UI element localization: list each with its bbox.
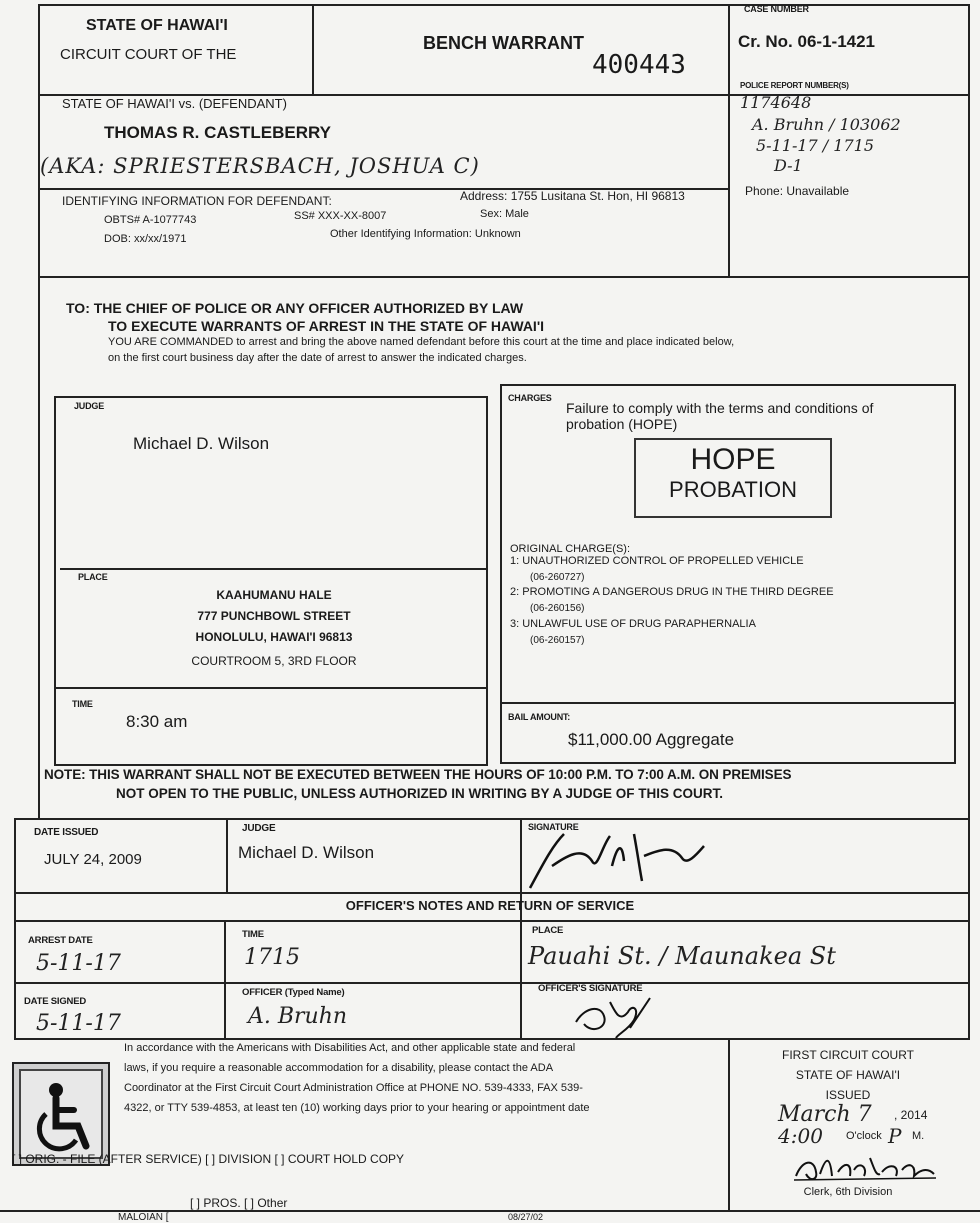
charge-3: 3: UNLAWFUL USE OF DRUG PARAPHERNALIA xyxy=(510,618,756,630)
original-charges-label: ORIGINAL CHARGE(S): xyxy=(510,543,630,555)
to-line-2: TO EXECUTE WARRANTS OF ARREST IN THE STATE OF HAWAI'I xyxy=(108,318,545,334)
case-number: Cr. No. 06-1-1421 xyxy=(738,32,876,51)
wheelchair-icon xyxy=(14,1064,108,1164)
sex: Sex: Male xyxy=(480,208,529,220)
defendant-name: THOMAS R. CASTLEBERRY xyxy=(104,123,331,142)
ssn: SS# XXX-XX-8007 xyxy=(294,210,387,222)
charges-text-2: probation (HOPE) xyxy=(566,416,678,432)
issue-issued: ISSUED xyxy=(825,1088,871,1102)
time-label: TIME xyxy=(72,699,93,709)
accessibility-icon xyxy=(12,1062,110,1166)
divider xyxy=(54,687,488,689)
issue-m: M. xyxy=(912,1130,925,1142)
divider xyxy=(500,702,956,704)
divider xyxy=(226,818,228,892)
doc-title: BENCH WARRANT xyxy=(423,33,584,53)
place-line-1: KAAHUMANU HALE xyxy=(216,588,332,602)
issued-judge: Michael D. Wilson xyxy=(238,843,375,862)
charge-2-number: (06-260156) xyxy=(530,603,585,614)
issue-time-hw: 4:00 xyxy=(778,1124,823,1148)
divider xyxy=(312,4,314,96)
footer-form: 08/27/02 xyxy=(508,1212,544,1222)
command-body-2: on the first court business day after the date of arrest to answer the indicated charges. xyxy=(108,352,527,364)
signature-label: SIGNATURE xyxy=(528,822,579,832)
arrest-time: 1715 xyxy=(244,945,300,970)
divider xyxy=(38,278,40,818)
date-signed: 5-11-17 xyxy=(36,1011,121,1036)
address: Address: 1755 Lusitana St. Hon, HI 96813 xyxy=(460,189,685,203)
hope-probation-stamp xyxy=(634,438,832,518)
police-report-hw: 1174648 xyxy=(740,93,812,112)
date-issued: JULY 24, 2009 xyxy=(44,851,142,868)
issue-pm-hw: P xyxy=(888,1124,902,1148)
bail-label: BAIL AMOUNT: xyxy=(508,712,571,722)
place-line-3: HONOLULU, HAWAI'I 96813 xyxy=(195,630,353,644)
judge-signature xyxy=(522,826,722,892)
judge-name: Michael D. Wilson xyxy=(133,434,270,453)
case-number-label: CASE NUMBER xyxy=(744,4,809,14)
divider xyxy=(14,920,970,922)
charges-text-1: Failure to comply with the terms and conditions of xyxy=(566,400,874,416)
place-label: PLACE xyxy=(78,572,108,582)
court-info-box xyxy=(54,396,488,766)
caption: STATE OF HAWAI'I vs. (DEFENDANT) xyxy=(62,96,287,111)
police-report-hw: A. Bruhn / 103062 xyxy=(752,115,901,134)
arrest-place: Pauahi St. / Maunakea St xyxy=(528,942,836,970)
state-line: STATE OF HAWAI'I xyxy=(86,17,228,34)
charge-3-number: (06-260157) xyxy=(530,635,585,646)
officer-section-title: OFFICER'S NOTES AND RETURN OF SERVICE xyxy=(345,898,635,913)
issue-year: , 2014 xyxy=(894,1108,928,1122)
issue-court: FIRST CIRCUIT COURT xyxy=(781,1048,914,1062)
aka-handwritten: (AKA: SPRIESTERSBACH, JOSHUA C) xyxy=(40,154,480,178)
arrest-date-label: ARREST DATE xyxy=(28,935,93,946)
issue-state: STATE OF HAWAI'I xyxy=(795,1068,901,1082)
stamp-line-2: PROBATION xyxy=(669,477,797,502)
command-body-1: YOU ARE COMMANDED to arrest and bring the above named defendant before this court at the time and place indicated below, xyxy=(108,336,735,348)
copy-distribution-1: [ ] ORIG. - FILE (AFTER SERVICE) [ ] DIVISION [ ] COURT HOLD COPY xyxy=(12,1152,405,1166)
divider xyxy=(224,920,226,1040)
divider xyxy=(728,1040,730,1210)
issue-date-hw: March 7 xyxy=(778,1102,872,1127)
time-value: 8:30 am xyxy=(126,712,188,731)
issued-judge-label: JUDGE xyxy=(242,823,276,834)
footer-left: MALOIAN [ xyxy=(118,1212,169,1223)
court-line: CIRCUIT COURT OF THE xyxy=(60,46,237,63)
divider xyxy=(968,278,970,818)
charge-2: 2: PROMOTING A DANGEROUS DRUG IN THE THIRD DEGREE xyxy=(510,586,834,598)
police-report-hw: D-1 xyxy=(774,156,803,175)
divider xyxy=(14,892,970,894)
police-report-label: POLICE REPORT NUMBER(S) xyxy=(740,81,849,90)
ada-line-1: In accordance with the Americans with Disabilities Act, and other applicable state and federal xyxy=(124,1042,576,1054)
arrest-date: 5-11-17 xyxy=(36,951,121,976)
divider xyxy=(14,982,970,984)
issue-oclock: O'clock xyxy=(846,1130,882,1142)
service-box xyxy=(14,818,970,1040)
bail-amount: $11,000.00 Aggregate xyxy=(568,730,735,749)
clerk-signature xyxy=(790,1150,940,1184)
clerk-title: Clerk, 6th Division xyxy=(803,1186,893,1198)
ada-line-3: Coordinator at the First Circuit Court Administration Office at PHONE NO. 539-4333, FAX 539- xyxy=(124,1082,583,1094)
dob: DOB: xx/xx/1971 xyxy=(104,233,187,245)
phone: Phone: Unavailable xyxy=(745,184,850,198)
officer-name: A. Bruhn xyxy=(248,1004,348,1029)
id-label: IDENTIFYING INFORMATION FOR DEFENDANT: xyxy=(62,194,332,208)
charge-1: 1: UNAUTHORIZED CONTROL OF PROPELLED VEHICLE xyxy=(510,555,804,567)
stamp-line-1: HOPE xyxy=(690,443,776,476)
officer-name-label: OFFICER (Typed Name) xyxy=(242,987,345,998)
arrest-place-label: PLACE xyxy=(532,925,564,936)
other-id: Other Identifying Information: Unknown xyxy=(330,228,521,240)
note-line-1: NOTE: THIS WARRANT SHALL NOT BE EXECUTED BETWEEN THE HOURS OF 10:00 P.M. TO 7:00 A.M. ON PREMISES xyxy=(44,767,792,782)
ada-line-4: 4322, or TTY 539-4853, at least ten (10) working days prior to your hearing or appointment date xyxy=(124,1102,590,1114)
ada-line-2: laws, if you require a reasonable accommodation for a disability, please contact the ADA xyxy=(124,1062,554,1074)
date-issued-label: DATE ISSUED xyxy=(34,827,99,838)
police-report-hw: 5-11-17 / 1715 xyxy=(756,136,874,155)
place-line-2: 777 PUNCHBOWL STREET xyxy=(197,609,351,623)
obts: OBTS# A-1077743 xyxy=(104,214,197,226)
judge-label: JUDGE xyxy=(74,401,105,411)
date-signed-label: DATE SIGNED xyxy=(24,996,87,1007)
note-line-2: NOT OPEN TO THE PUBLIC, UNLESS AUTHORIZED IN WRITING BY A JUDGE OF THIS COURT. xyxy=(116,786,724,801)
place-line-4: COURTROOM 5, 3RD FLOOR xyxy=(191,654,357,668)
charge-1-number: (06-260727) xyxy=(530,572,585,583)
to-line-1: TO: THE CHIEF OF POLICE OR ANY OFFICER AUTHORIZED BY LAW xyxy=(66,300,524,316)
arrest-time-label: TIME xyxy=(242,929,264,940)
officer-signature xyxy=(570,994,660,1040)
charges-label: CHARGES xyxy=(508,393,552,403)
divider xyxy=(60,568,488,570)
officer-signature-label: OFFICER'S SIGNATURE xyxy=(538,983,643,994)
copy-distribution-2: [ ] PROS. [ ] Other xyxy=(190,1196,288,1210)
doc-number: 400443 xyxy=(592,50,686,80)
